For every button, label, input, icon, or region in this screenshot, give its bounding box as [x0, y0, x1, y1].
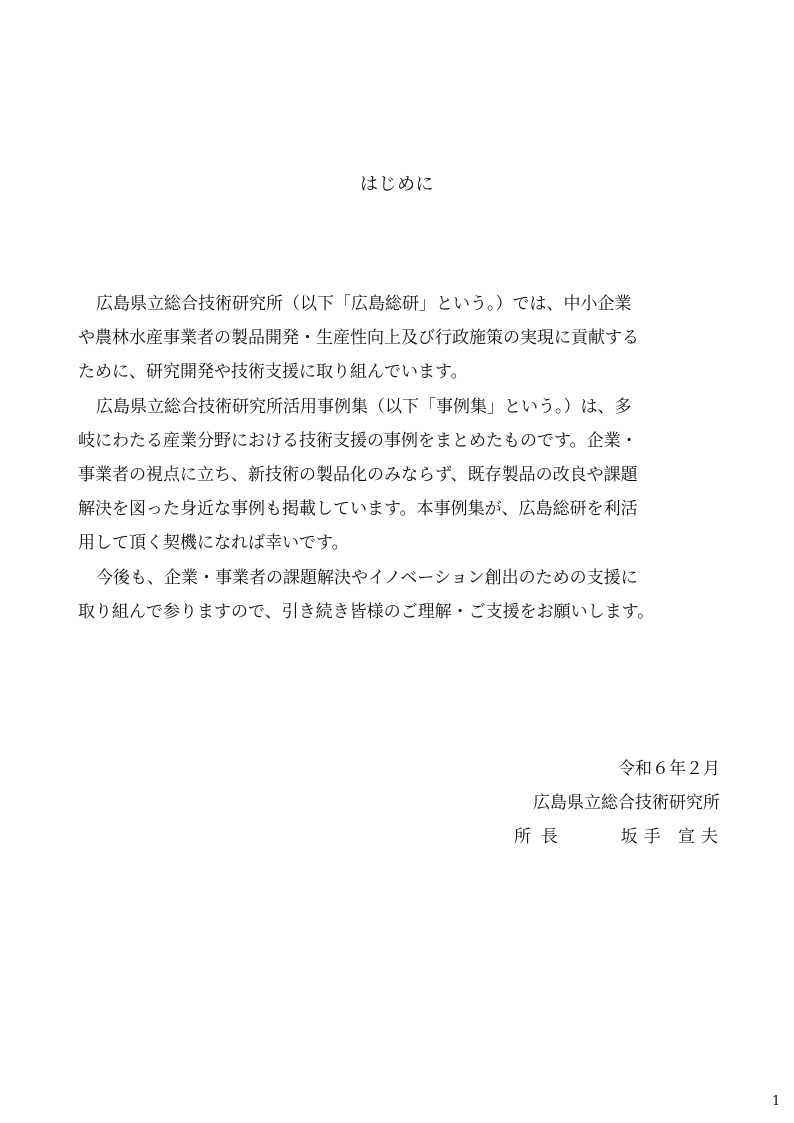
- signature-organization: 広島県立総合技術研究所: [533, 793, 720, 813]
- paragraph-2-line-3: 事業者の視点に立ち、新技術の製品化のみならず、既存製品の改良や課題: [78, 464, 638, 485]
- paragraph-2-line-4: 解決を図った身近な事例も掲載しています。本事例集が、広島総研を利活: [78, 499, 638, 520]
- paragraph-3-line-2: 取り組んで参りますので、引き続き皆様のご理解・ご支援をお願いします。: [78, 601, 655, 622]
- paragraph-1-line-2: や農林水産事業者の製品開発・生産性向上及び行政施策の実現に貢献する: [78, 328, 639, 349]
- paragraph-1-line-1: 広島県立総合技術研究所（以下「広島総研」という。）では、中小企業: [96, 294, 632, 314]
- signature-name: 坂手 宣夫: [620, 827, 724, 847]
- page-title: はじめに: [360, 174, 434, 195]
- paragraph-2-line-2: 岐にわたる産業分野における技術支援の事例をまとめたものです。企業・: [78, 430, 638, 451]
- signature-date: 令和６年２月: [618, 759, 720, 779]
- page-number: 1: [772, 1094, 781, 1109]
- signature-role: 所長: [514, 827, 568, 847]
- foreword-body: [78, 287, 718, 629]
- paragraph-3-line-1: 今後も、企業・事業者の課題解決やイノベーション創出のための支援に: [96, 567, 638, 588]
- paragraph-2-line-5: 用して頂く契機になれば幸いです。: [78, 533, 349, 554]
- paragraph-2-line-1: 広島県立総合技術研究所活用事例集（以下「事例集」という。）は、多: [96, 396, 632, 417]
- paragraph-1-line-3: ために、研究開発や技術支援に取り組んでいます。: [78, 362, 468, 383]
